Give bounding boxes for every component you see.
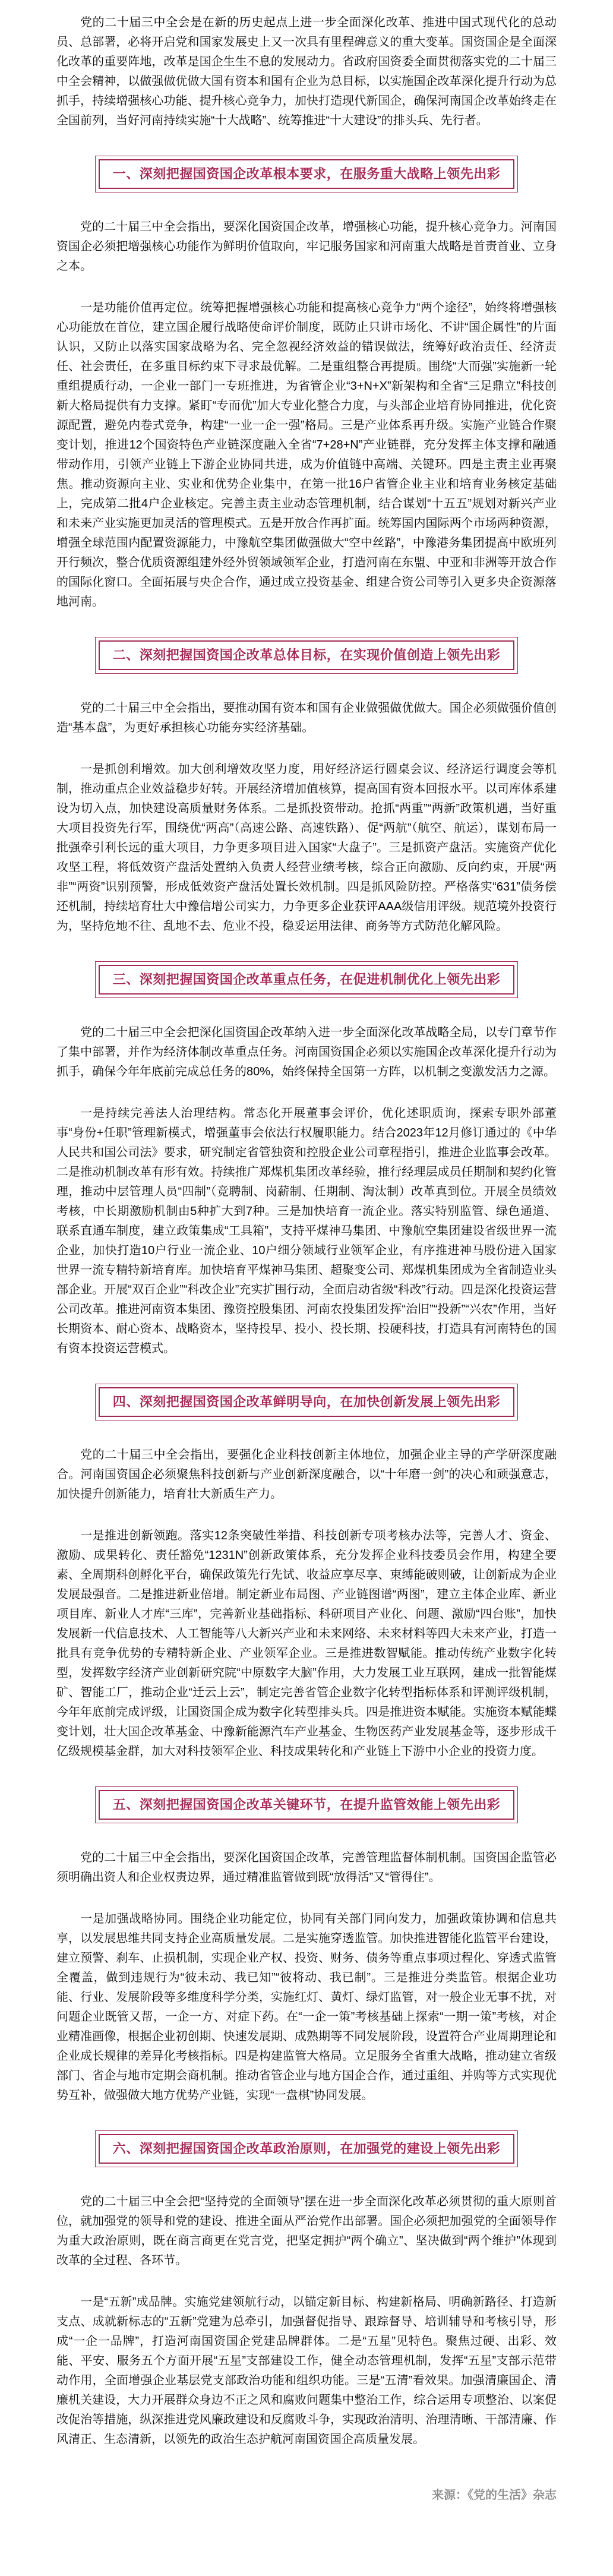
section-4-banner	[95, 1384, 519, 1420]
section-5-overview-paragraph: 党的二十届三中全会指出，要深化国资国企改革，完善管理监督体制机制。国资国企监管必须明确出资人和企业权责边界，通过精准监管做到既“放得活”又“管得住”。	[56, 1851, 557, 1884]
section-2-measures-paragraph: 一是抓创利增效。加大创利增效攻坚力度，用好经济运行圆桌会议、经济运行调度会等机制，推动重点企业效益稳步好转。开展经济增加值核算，提高国有资本回报水平。以司库体系建设为切入点，加快建设高质量财务体系。二是抓投资带动。抢抓“两重”“两新”政策机遇，当好重大项目投资先行军，围绕优“两高”（高速公路、高速铁路）、促“两航”（航空、航运），谋划布局一批强牵引利长远的重大项目，力争更多项目进入国家“大盘子”。三是抓资产盘活。实施资产优化攻坚工程，将低效资产盘活处置纳入负责人经营业绩考核，综合正向激励、反向约束，开展“两非”“两资”识别预警，形成低效资产盘活处置长效机制。四是抓风险防控。严格落实“631”债务偿还机制，持续培育壮大中豫信增公司实力，力争更多企业获评AAA级信用评级。规范境外投资行为，坚持危地不往、乱地不去、危业不投，稳妥运用法律、商务等方式防范化解风险。	[56, 763, 557, 933]
section-3-banner	[95, 961, 519, 998]
section-5-banner-inner	[99, 1790, 515, 1820]
section-5-measures-paragraph: 一是加强战略协同。围绕企业功能定位，协同有关部门同向发力，加强政策协调和信息共享，以发展思维共同支持企业高质量发展。二是实施穿透监管。加快推进智能化监管平台建设，建立预警、刹车、止损机制，实现企业产权、投资、财务、债务等重点事项过程化、穿透式监管全覆盖，做到违规行为“彼未动、我已知”“彼将动、我已制”。三是推进分类监管。根据企业功能、行业、发展阶段等多维度科学分类，实施红灯、黄灯、绿灯监管，对一般企业无事不扰，对问题企业既管又帮，一企一方、对症下药。在“一企一策”考核基础上探索“一期一策”考核，对企业精准画像，根据企业初创期、快速发展期、成熟期等不同发展阶段，设置符合产业周期理论和企业成长规律的差异化考核指标。四是构建监管大格局。立足服务全省重大战略，推动建立省级部门、省企与地市定期会商机制。推动省管企业与地方国企合作，通过重组、并购等方式实现优势互补，做强做大地方优势产业链，实现“一盘棋”协同发展。	[56, 1912, 557, 2102]
section-2-title: 二、深刻把握国资国企改革总体目标，在实现价值创造上领先出彩	[112, 648, 501, 662]
section-1-title: 一、深刻把握国资国企改革根本要求，在服务重大战略上领先出彩	[112, 166, 501, 181]
section-6-banner	[95, 2130, 519, 2167]
section-6-overview-paragraph: 党的二十届三中全会把“坚持党的全面领导”摆在进一步全面深化改革必须贯彻的重大原则首位，就加强党的领导和党的建设、推进全面从严治党作出部署。国企必须把加强党的全面领导作为重大政治原则，既在商言商更在党言党，把坚定拥护“两个确立”、坚决做到“两个维护”体现到改革的全过程、各环节。	[56, 2195, 557, 2267]
section-1-overview-paragraph: 党的二十届三中全会指出，要深化国资国企改革，增强核心功能，提升核心竞争力。河南国资国企必须把增强核心功能作为鲜明价值取向，牢记服务国家和河南重大战略是首责首业、立身之本。	[56, 220, 557, 273]
section-6-banner-inner	[99, 2134, 515, 2164]
source-attribution: 来源：《党的生活》杂志	[432, 2489, 557, 2502]
section-2-overview-paragraph: 党的二十届三中全会指出，要推动国有资本和国有企业做强做优做大。国企必须做强价值创造“基本盘”，为更好承担核心功能夯实经济基础。	[56, 702, 557, 734]
intro-paragraph: 党的二十届三中全会是在新的历史起点上进一步全面深化改革、推进中国式现代化的总动员、总部署，必将开启党和国家发展史上又一次具有里程碑意义的重大变革。国资国企是全面深化改革的重要阵地，改革是国企生生不息的发展动力。省政府国资委全面贯彻落实党的二十届三中全会精神，以做强做优做大国有资本和国有企业为总目标，以实施国企改革深化提升行动为总抓手，持续增强核心功能、提升核心竞争力，加快打造现代新国企，确保河南国企改革始终走在全国前列，当好河南持续实施“十大战略”、统筹推进“十大建设”的排头兵、先行者。	[56, 16, 557, 127]
section-4-title: 四、深刻把握国资国企改革鲜明导向，在加快创新发展上领先出彩	[112, 1394, 501, 1409]
section-1-banner	[95, 156, 519, 192]
section-6-measures-paragraph: 一是“五新”成品牌。实施党建领航行动，以锚定新目标、构建新格局、明确新路径、打造新支点、成就新标志的“五新”党建为总牵引，加强督促指导、跟踪督导、培训辅导和考核引导，形成“一企一品牌”，打造河南国资国企党建品牌群体。二是“五星”见特色。聚焦过硬、出彩、效能、平安、服务五个方面开展“五星”支部建设工作，健全动态管理机制，发挥“五星”支部示范带动作用，全面增强企业基层党支部政治功能和组织功能。三是“五清”看效果。加强清廉国企、清廉机关建设，大力开展群众身边不正之风和腐败问题集中整治工作，综合运用专项整治、以案促改促治等措施，纵深推进党风廉政建设和反腐败斗争，实现政治清明、治理清晰、干部清廉、作风清正、生态清新，以领先的政治生态护航河南国资国企高质量发展。	[56, 2296, 557, 2446]
section-4-banner-inner	[99, 1387, 515, 1417]
section-1-measures-paragraph: 一是功能价值再定位。统筹把握增强核心功能和提高核心竞争力“两个途径”，始终将增强核心功能放在首位，建立国企履行战略使命评价制度，既防止只讲市场化、不讲“国企属性”的片面认识，又防止以落实国家战略为名、完全忽视经济效益的错误做法，统筹好政治责任、经济责任、社会责任，在多重目标约束下寻求最优解。二是重组整合再提质。围绕“大而强”实施新一轮重组提质行动，一企业一部门一专班推进，为省管企业“3+N+X”新架构和全省“三足鼎立”科技创新大格局提供有力支撑。紧盯“专而优”加大专业化整合力度，与头部企业培育协同推进，优化资源配置，避免内卷式竞争，构建“一业一企一强”格局。三是产业体系再升级。实施产业链合作聚变计划，推进12个国资特色产业链深度融入全省“7+28+N”产业链群，充分发挥主体支撑和融通带动作用，引领产业链上下游企业协同共进，成为价值链中高端、关键环。四是主责主业再聚焦。推动资源向主业、实业和优势企业集中，在第一批16户省管企业主业和培育业务核定基础上，完成第二批4户企业核定。完善主责主业动态管理机制，结合谋划“十五五”规划对新兴产业和未来产业实施更加灵活的管理模式。五是开放合作再扩面。统筹国内国际两个市场两种资源，增强全球范围内配置资源能力，中豫航空集团做强做大“空中丝路”，中豫港务集团提高中欧班列开行频次，整合优质资源组建外经外贸领域领军企业，打造河南在东盟、中亚和非洲等开放合作的国际化窗口。全面拓展与央企合作，通过成立投资基金、组建合资公司等引入更多央企资源落地河南。	[56, 301, 557, 608]
section-1-banner-inner	[99, 159, 515, 189]
section-6-title: 六、深刻把握国资国企改革政治原则，在加强党的建设上领先出彩	[112, 2141, 501, 2156]
section-5-banner	[95, 1786, 519, 1823]
section-3-title: 三、深刻把握国资国企改革重点任务，在促进机制优化上领先出彩	[112, 972, 501, 987]
section-2-banner-inner	[99, 640, 515, 670]
section-2-banner	[95, 637, 519, 674]
section-5-title: 五、深刻把握国资国企改革关键环节，在提升监管效能上领先出彩	[112, 1797, 501, 1812]
section-4-measures-paragraph: 一是推进创新领跑。落实12条突破性举措、科技创新专项考核办法等，完善人才、资金、激励、成果转化、责任豁免“1231N”创新政策体系，充分发挥企业科技委员会作用，构建全要素、全周期科创孵化平台，确保政策先行先试、收益应享尽享、束缚能破则破，让创新成为企业发展最强音。二是推进新业倍增。制定新业布局图、产业链图谱“两图”，建立主体企业库、新业项目库、新业人才库“三库”，完善新业基础指标、科研项目产业化、问题、激励“四台账”，加快发展新一代信息技术、人工智能等八大新兴产业和未来网络、未来材料等四大未来产业，打造一批具有竞争优势的专精特新企业、产业领军企业。三是推进数智赋能。推动传统产业数字化转型，发挥数字经济产业创新研究院“中原数字大脑”作用，大力发展工业互联网，建成一批智能煤矿、智能工厂，推动企业“迁云上云”，制定完善省管企业数字化转型指标体系和评测评级机制，今年年底前完成评级，让国资国企成为数字化转型排头兵。四是推进资本赋能。实施资本赋能蝶变计划，壮大国企改革基金、中豫新能源汽车产业基金、生物医药产业发展基金等，逐步形成千亿级规模基金群，加大对科技领军企业、科技成果转化和产业链上下游中小企业的投资力度。	[56, 1529, 557, 1758]
section-3-banner-inner	[99, 965, 515, 995]
section-3-measures-paragraph: 一是持续完善法人治理结构。常态化开展董事会评价，优化述职质询，探索专职外部董事“身份+任职”管理新模式，增强董事会依法行权履职能力。结合2023年12月修订通过的《中华人民共和国公司法》要求，研究制定省管独资和控股企业公司章程指引，推进企业监事会改革。二是推动机制改革有形有效。持续推广郑煤机集团改革经验，推行经理层成员任期制和契约化管理，推动中层管理人员“四制”（竞聘制、岗薪制、任期制、淘汰制）改革真到位。开展全员绩效考核，中长期激励机制由5种扩大到7种。三是加快培育一流企业。落实特别监管、绿色通道、联系直通车制度，建立政策集成“工具箱”，支持平煤神马集团、中豫航空集团建设省级世界一流企业，加快打造10户行业一流企业、10户细分领域行业领军企业，有序推进神马股份进入国家世界一流专精特新培育库。加快培育平煤神马集团、超聚变公司、郑煤机集团成为全省制造业头部企业。开展“双百企业”“科改企业”充实扩围行动，全面启动省级“科改”行动。四是深化投资运营公司改革。推进河南资本集团、豫资控股集团、河南农投集团发挥“治旧”“投新”“兴农”作用，当好长期资本、耐心资本、战略资本，坚持投早、投小、投长期、投硬科技，打造具有河南特色的国有资本投资运营模式。	[56, 1107, 557, 1355]
section-3-overview-paragraph: 党的二十届三中全会把深化国资国企改革纳入进一步全面深化改革战略全局，以专门章节作了集中部署，并作为经济体制改革重点任务。河南国资国企必须以实施国企改革深化提升行动为抓手，确保今年年底前完成总任务的80%，始终保持全国第一方阵，以机制之变激发活力之源。	[56, 1026, 557, 1078]
section-4-overview-paragraph: 党的二十届三中全会指出，要强化企业科技创新主体地位，加强企业主导的产学研深度融合。河南国资国企必须聚焦科技创新与产业创新深度融合，以“十年磨一剑”的决心和顽强意志，加快提升创新能力，培育壮大新质生产力。	[56, 1448, 557, 1501]
